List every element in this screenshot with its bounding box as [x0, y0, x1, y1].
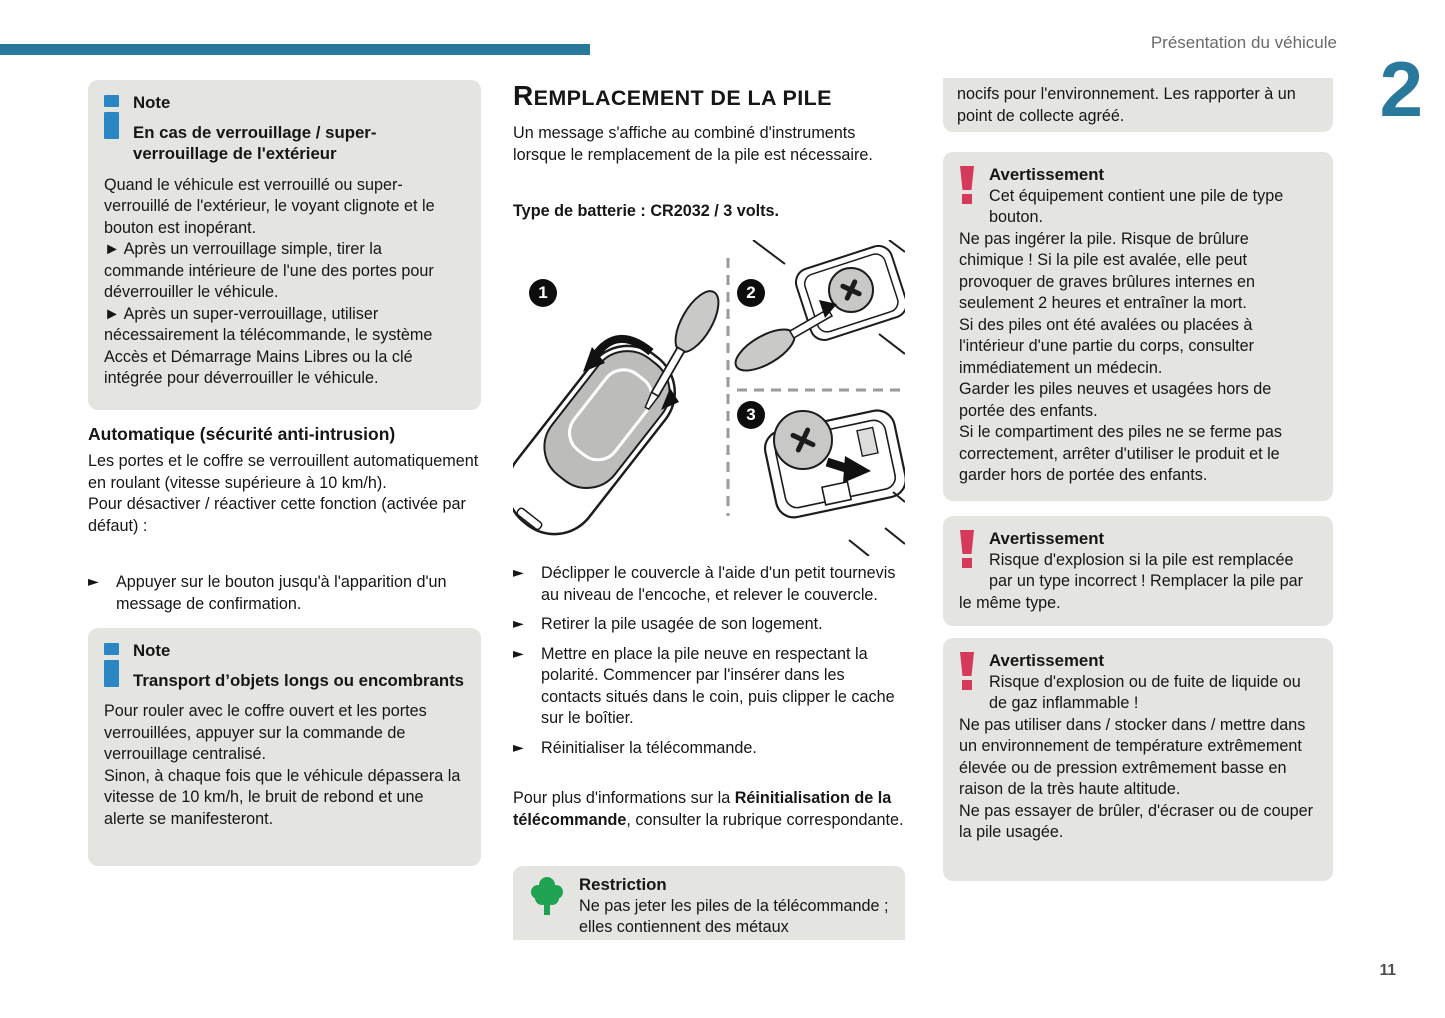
- right-column: [943, 78, 1333, 978]
- procedure-steps: [513, 563, 905, 767]
- chapter-accent-bar: [0, 44, 590, 55]
- warning-paragraph: Risque d'explosion ou de fuite de liquide ou de gaz inflammable !: [989, 672, 1301, 712]
- key-fob-illustration: [513, 240, 905, 556]
- warning-box: [943, 638, 1333, 881]
- warning-box: [943, 516, 1333, 626]
- page-number: 11: [1379, 962, 1396, 979]
- left-column: [88, 80, 481, 980]
- section-body: [88, 451, 481, 537]
- arrow-bullet-icon: ►: [513, 645, 524, 662]
- note-box: [88, 80, 481, 410]
- page-title: REMPLACEMENT DE LA PILE: [513, 80, 832, 111]
- key-fob-illustration-drawing: [513, 240, 905, 556]
- note-label: Note: [133, 641, 171, 660]
- info-icon: [104, 95, 119, 144]
- restriction-continuation-box: [943, 78, 1333, 132]
- restriction-text: Ne pas jeter les piles de la télécommande ; elles contiennent des métaux: [579, 896, 889, 936]
- note-paragraph: Quand le véhicule est verrouillé ou super-verrouillé de l'extérieur, le voyant clignote et le bouton est inopérant.: [104, 175, 435, 237]
- step-item: [513, 644, 905, 730]
- info-icon: [104, 643, 119, 692]
- tree-icon: [529, 876, 565, 921]
- warning-paragraph: Si des piles ont été avalées ou placées à l'intérieur d'une partie du corps, consulter immédiatement un médecin.: [959, 315, 1255, 377]
- paragraph: Les portes et le coffre se verrouillent automatiquement en roulant (vitesse supérieure à 10 km/h).: [88, 452, 479, 492]
- section-heading: Automatique (sécurité anti-intrusion): [88, 424, 396, 444]
- chapter-number: 2: [1379, 45, 1423, 133]
- note-paragraph: Sinon, à chaque fois que le véhicule dépassera la vitesse de 10 km/h, le bruit de rebond et une alerte se manifesteront.: [104, 766, 461, 828]
- step-text: Mettre en place la pile neuve en respectant la polarité. Commencer par l'insérer dans les contacts situés dans le coin, puis clipper le cache sur le boîtier.: [541, 644, 895, 727]
- exclamation-icon: [959, 652, 975, 695]
- more-info-pre: Pour plus d'informations sur la: [513, 789, 735, 807]
- warning-paragraph: Ne pas essayer de brûler, d'écraser ou de couper la pile usagée.: [959, 801, 1314, 841]
- running-header: Présentation du véhicule: [1150, 33, 1337, 52]
- exclamation-icon: [959, 166, 975, 209]
- action-text: Appuyer sur le bouton jusqu'à l'apparition d'un message de confirmation.: [116, 573, 447, 613]
- warning-label: Avertissement: [989, 529, 1105, 548]
- battery-type: Type de batterie : CR2032 / 3 volts.: [513, 202, 779, 220]
- note-title: En cas de verrouillage / super-verrouillage de l'extérieur: [133, 122, 377, 163]
- restriction-label: Restriction: [579, 875, 667, 894]
- step-text: Retirer la pile usagée de son logement.: [541, 615, 823, 633]
- step-item: [513, 738, 905, 760]
- warning-paragraph: Garder les piles neuves et usagées hors de portée des enfants.: [959, 380, 1272, 420]
- figure-callout: 1: [529, 279, 557, 307]
- note-paragraph: Pour rouler avec le coffre ouvert et les portes verrouillées, appuyer sur la commande de verrouillage centralisé.: [104, 702, 427, 763]
- warning-box: [943, 152, 1333, 501]
- warning-paragraph: Risque d'explosion si la pile est remplacée par un type incorrect ! Remplacer la pile par le même type.: [959, 550, 1304, 612]
- note-label: Note: [133, 93, 171, 112]
- note-paragraph: ► Après un verrouillage simple, tirer la commande intérieure de l'une des portes pour déverrouiller le véhicule.: [104, 240, 434, 301]
- intro-paragraph: Un message s'affiche au combiné d'instruments lorsque le remplacement de la pile est nécessaire.: [513, 124, 873, 164]
- more-info-paragraph: [513, 788, 905, 831]
- note-paragraph: ► Après un super-verrouillage, utiliser nécessairement la télécommande, le système Accès et Démarrage Mains Libres ou la clé intégrée pour déverrouiller le véhicule.: [104, 304, 433, 387]
- arrow-bullet-icon: ►: [513, 616, 524, 632]
- step-text: Déclipper le couvercle à l'aide d'un petit tournevis au niveau de l'encoche, et relever le couvercle.: [541, 564, 896, 604]
- warning-paragraph: Ne pas ingérer la pile. Risque de brûlure chimique ! Si la pile est avalée, elle peut provoquer de graves brûlures internes en seulement 2 heures et entraîner la mort.: [959, 229, 1256, 312]
- step-item: [513, 563, 905, 606]
- step-item: [513, 614, 905, 636]
- warning-label: Avertissement: [989, 651, 1105, 670]
- warning-paragraph: Cet équipement contient une pile de type bouton.: [989, 186, 1284, 226]
- note-title: Transport d’objets longs ou encombrants: [133, 670, 464, 690]
- more-info-reference: Réinitialisation de la télécommande: [513, 789, 892, 829]
- figure-callout: 2: [737, 279, 765, 307]
- more-info-post: , consulter la rubrique correspondante.: [626, 810, 904, 829]
- note-box: [88, 628, 481, 866]
- warning-label: Avertissement: [989, 165, 1105, 184]
- action-item: [88, 572, 481, 615]
- exclamation-icon: [959, 530, 975, 573]
- arrow-bullet-icon: ►: [513, 739, 524, 756]
- warning-paragraph: Ne pas utiliser dans / stocker dans / mettre dans un environnement de température extrêmement élevée ou de pression extrêmement basse en raison de la très haute altitude.: [959, 715, 1306, 798]
- arrow-bullet-icon: ►: [88, 574, 99, 590]
- figure-callout: 3: [737, 401, 765, 429]
- restriction-box: [513, 866, 905, 940]
- restriction-continuation-text: nocifs pour l'environnement. Les rapporter à un point de collecte agréé.: [957, 85, 1296, 125]
- step-text: Réinitialiser la télécommande.: [541, 738, 757, 757]
- middle-column: [513, 82, 905, 982]
- arrow-bullet-icon: ►: [513, 565, 524, 581]
- paragraph: Pour désactiver / réactiver cette fonction (activée par défaut) :: [88, 495, 466, 535]
- warning-paragraph: Si le compartiment des piles ne se ferme pas correctement, arrêter d'utiliser le produit et le garder hors de portée des enfants.: [959, 423, 1282, 484]
